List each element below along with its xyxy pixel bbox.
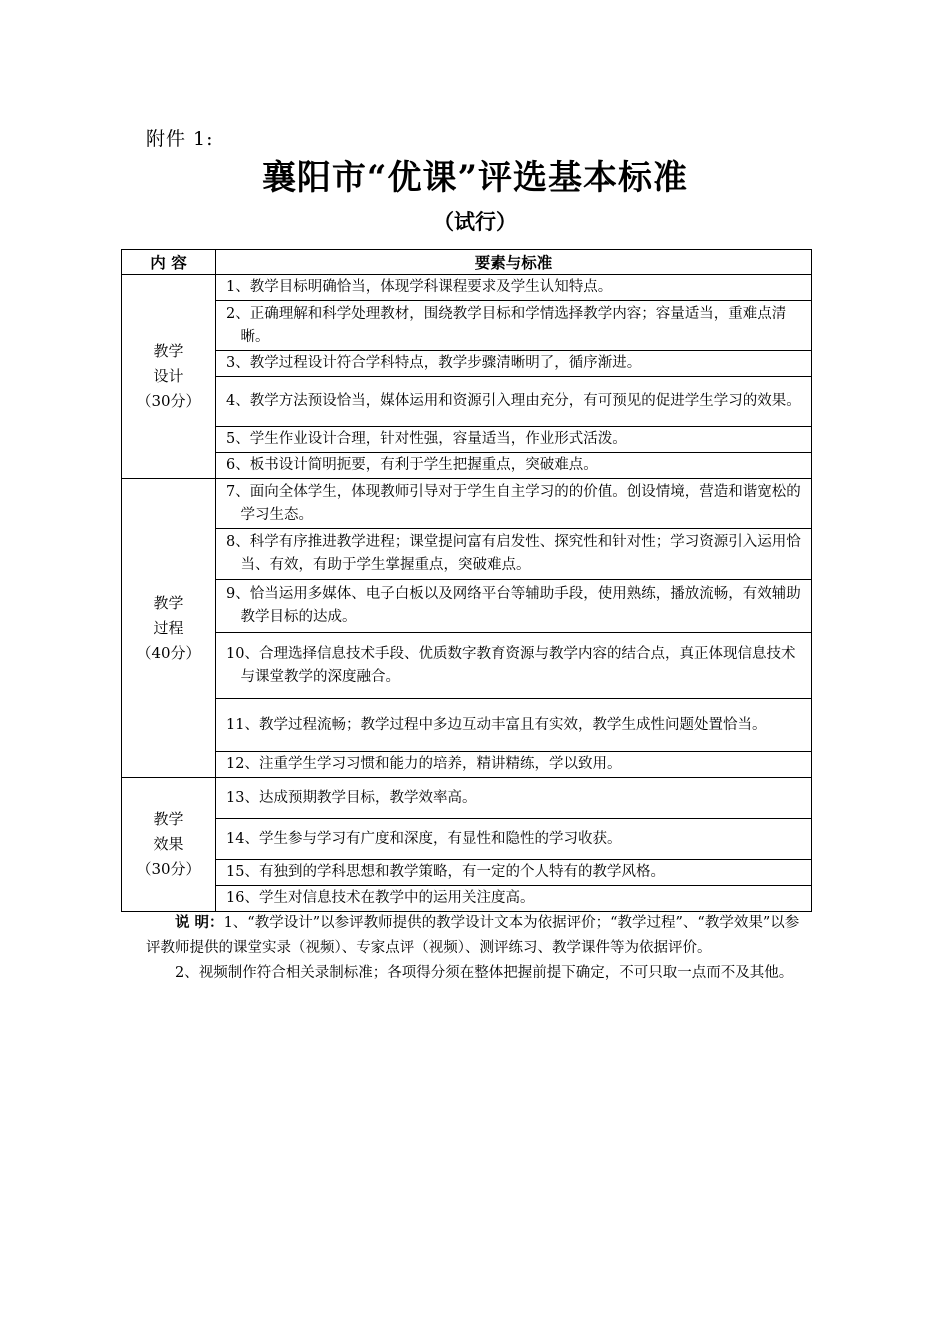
- category-name: 设计: [153, 367, 184, 385]
- table-row: [122, 752, 812, 778]
- note-1: [146, 910, 812, 961]
- category-name: 教学: [153, 593, 184, 612]
- header-criteria: 要素与标准: [216, 250, 812, 275]
- table-row: [122, 301, 812, 351]
- table-row: [122, 453, 812, 479]
- table-row: [122, 778, 812, 819]
- criterion-item: 4、教学方法预设恰当，媒体运用和资源引入理由充分，有可预见的促进学生学习的效果。: [216, 377, 812, 427]
- table-row: [122, 351, 812, 377]
- table-row: [122, 377, 812, 427]
- criterion-item: 15、有独到的学科思想和教学策略，有一定的个人特有的教学风格。: [216, 860, 812, 886]
- table-row: [122, 886, 812, 912]
- criterion-item: 16、学生对信息技术在教学中的运用关注度高。: [216, 886, 812, 912]
- category-name: 过程: [153, 618, 184, 637]
- category-score: （40分）: [136, 643, 201, 662]
- table-row: [122, 819, 812, 860]
- document-title: 襄阳市“优课”评选基本标准: [261, 158, 689, 198]
- category-score: （30分）: [136, 392, 201, 410]
- criterion-item: 5、学生作业设计合理，针对性强，容量适当，作业形式活泼。: [216, 427, 812, 453]
- criterion-item: 14、学生参与学习有广度和深度，有显性和隐性的学习收获。: [216, 819, 812, 860]
- table-row: [122, 529, 812, 580]
- table-header-row: [122, 250, 812, 275]
- criterion-item: 7、面向全体学生，体现教师引导对于学生自主学习的的价值。创设情境，营造和谐宽松的学习生态。: [216, 479, 812, 529]
- table-row: [122, 479, 812, 529]
- criterion-item: 12、注重学生学习习惯和能力的培养，精讲精练，学以致用。: [216, 752, 812, 778]
- criterion-item: 13、达成预期教学目标，教学效率高。: [216, 778, 812, 819]
- category-name: 教学: [153, 342, 184, 360]
- category-process: [122, 479, 216, 778]
- criterion-item: 1、教学目标明确恰当，体现学科课程要求及学生认知特点。: [216, 275, 812, 301]
- table-row: [122, 699, 812, 752]
- criterion-item: 9、恰当运用多媒体、电子白板以及网络平台等辅助手段，使用熟练，播放流畅，有效辅助教学目标的达成。: [216, 580, 812, 633]
- table-row: [122, 633, 812, 699]
- table-row: [122, 580, 812, 633]
- attachment-label: 附件 1:: [146, 128, 214, 150]
- notes-section: [146, 910, 812, 986]
- criterion-item: 6、板书设计简明扼要，有利于学生把握重点，突破难点。: [216, 453, 812, 479]
- notes-label: 说 明：: [175, 914, 224, 931]
- criterion-item: 10、合理选择信息技术手段、优质数字教育资源与教学内容的结合点，真正体现信息技术与课堂教学的深度融合。: [216, 633, 812, 699]
- criterion-item: 2、正确理解和科学处理教材，围绕教学目标和学情选择教学内容；容量适当，重难点清晰。: [216, 301, 812, 351]
- document-subtitle: （试行）: [433, 209, 517, 234]
- category-name: 教学: [153, 810, 184, 828]
- category-effect: [122, 778, 216, 912]
- category-design: [122, 275, 216, 479]
- note-1-text: 1、“教学设计”以参评教师提供的教学设计文本为依据评价；“教学过程”、“教学效果”以参评教师提供的课堂实录（视频）、专家点评（视频）、测评练习、教学课件等为依据评价。: [146, 915, 800, 956]
- criterion-item: 3、教学过程设计符合学科特点，教学步骤清晰明了，循序渐进。: [216, 351, 812, 377]
- criterion-item: 11、教学过程流畅；教学过程中多边互动丰富且有实效，教学生成性问题处置恰当。: [216, 699, 812, 752]
- criterion-item: 8、科学有序推进教学进程；课堂提问富有启发性、探究性和针对性；学习资源引入运用恰当、有效，有助于学生掌握重点，突破难点。: [216, 529, 812, 580]
- category-score: （30分）: [136, 860, 201, 878]
- header-content: 内 容: [122, 250, 216, 275]
- table-row: [122, 275, 812, 301]
- standards-table: [121, 249, 812, 912]
- table-row: [122, 860, 812, 886]
- table-row: [122, 427, 812, 453]
- note-2: 2、视频制作符合相关录制标准；各项得分须在整体把握前提下确定，不可只取一点而不及其他。: [175, 965, 794, 981]
- category-name: 效果: [153, 835, 184, 853]
